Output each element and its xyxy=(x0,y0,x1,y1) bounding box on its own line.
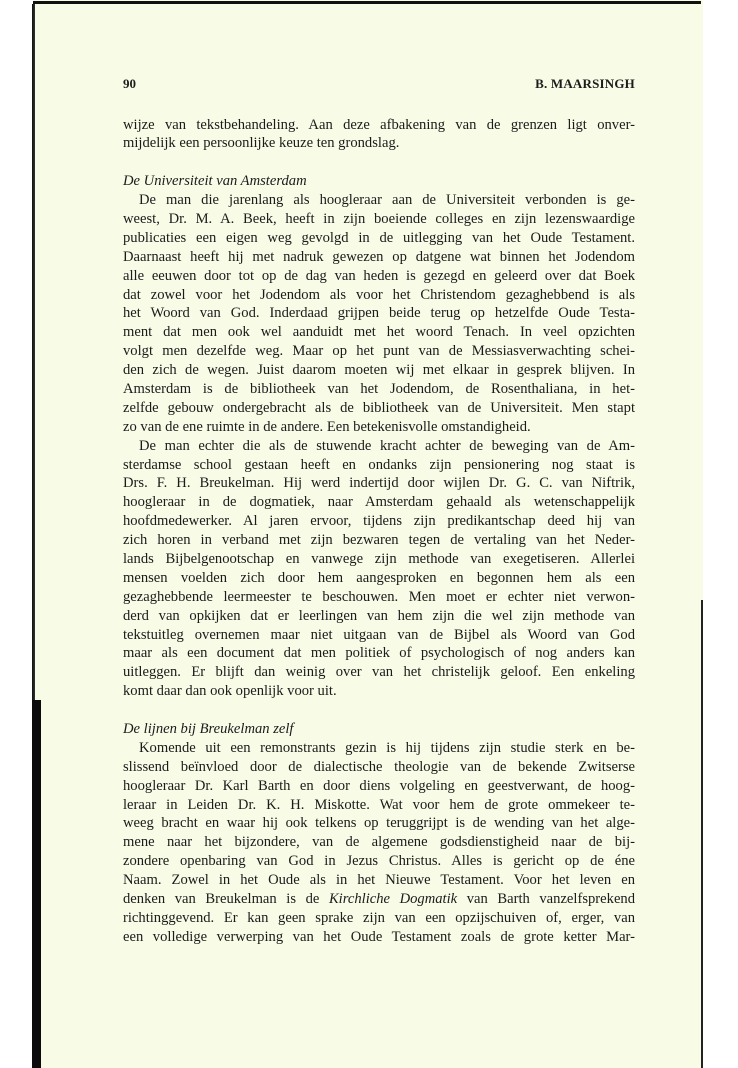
text-line: den zich de wegen. Juist daarom moeten wij met elkaar in gesprek blijven. In xyxy=(123,362,635,379)
text-line: mensen voelden zich door hem aangesproken en begonnen hem als een xyxy=(123,569,635,586)
scan-top-border xyxy=(33,1,701,4)
text-line: richtinggevend. Er kan geen sprake zijn van een opzijschuiven of, erger, van xyxy=(123,909,635,926)
text-line: mijdelijk een persoonlijke keuze ten grondslag. xyxy=(123,135,400,152)
text-line xyxy=(123,890,635,909)
text-line: sterdamse school gestaan heeft en ondanks zijn pensionering nog staat is xyxy=(123,456,635,473)
page-number: 90 xyxy=(123,76,136,91)
text-line: Naam. Zowel in het Oude als in het Nieuwe Testament. Voor het leven en xyxy=(123,872,635,889)
text-line: dat zowel voor het Jodendom als voor het Christendom gezaghebbend is als xyxy=(123,286,635,303)
text-line: mene naar het bijzondere, van de algemene godsdienstigheid naar de bij- xyxy=(123,834,635,851)
text-line: komt daar dan ook openlijk voor uit. xyxy=(123,683,337,700)
italic-title: Kirchliche Dogmatik xyxy=(328,891,458,908)
text-line: zelfde gebouw ondergebracht als de bibliotheek van de Universiteit. Men stapt xyxy=(123,399,635,416)
text-line: gezaghebbende leermeester te beschouwen. Men moet er echter niet verwon- xyxy=(123,588,635,605)
text-line: weest, Dr. M. A. Beek, heeft in zijn boeiende colleges en zijn lezenswaardige xyxy=(123,210,635,227)
text-line: zo van de ene ruimte in de andere. Een betekenisvolle omstandigheid. xyxy=(123,418,531,435)
section-heading: De lijnen bij Breukelman zelf xyxy=(123,721,294,737)
running-head-author: B. MAARSINGH xyxy=(535,76,635,91)
text-line: wijze van tekstbehandeling. Aan deze afbakening van de grenzen ligt onver- xyxy=(123,116,635,133)
scan-right-border xyxy=(701,600,703,1068)
text-line: hoogleraar Dr. Karl Barth en door diens volgeling en geestverwant, de hoog- xyxy=(123,777,635,794)
text-line: hoogleraar in de dogmatiek, naar Amsterdam gehaald als wetenschappelijk xyxy=(123,494,635,511)
text-line: Komende uit een remonstrants gezin is hij tijdens zijn studie sterk en be- xyxy=(139,739,635,756)
text-line: weeg bracht en waar hij ook telkens op teruggrijpt is de wending van het alge- xyxy=(123,815,635,832)
text-segment: denken van Breukelman is de xyxy=(123,891,329,908)
scan-left-shadow xyxy=(32,700,41,1068)
paragraph-spacer xyxy=(123,701,635,720)
text-line: volgt men dezelfde weg. Maar op het punt van de Messiasverwachting schei- xyxy=(123,343,635,360)
body-text xyxy=(123,116,635,947)
text-line: hoofdmedewerker. Al jaren ervoor, tijdens zijn predikantschap deed hij van xyxy=(123,513,635,530)
paragraph-spacer xyxy=(123,153,635,172)
text-line: leraar in Leiden Dr. K. H. Miskotte. Wat voor hem de grote ommekeer te- xyxy=(123,796,635,813)
text-segment: van Barth vanzelfsprekend xyxy=(457,891,636,908)
text-line: zondere openbaring van God in Jezus Christus. Alles is gericht op de éne xyxy=(123,853,635,870)
text-line: derd van opkijken dat er leerlingen van hem zijn die wel zijn methode van xyxy=(123,607,635,624)
text-line: Daarnaast heeft hij met nadruk gewezen op datgene wat binnen het Jodendom xyxy=(123,248,635,265)
text-line: alle eeuwen door tot op de dag van heden is gezegd en geleerd over dat Boek xyxy=(123,267,635,284)
text-line: slissend beïnvloed door de dialectische theologie van de bekende Zwitserse xyxy=(123,758,635,775)
text-line: De man die jarenlang als hoogleraar aan de Universiteit verbonden is ge- xyxy=(139,192,635,209)
text-line: het Woord van God. Inderdaad grijpen beide terug op hetzelfde Oude Testa- xyxy=(123,305,635,322)
text-line: Drs. F. H. Breukelman. Hij werd indertijd door wijlen Dr. G. C. van Niftrik, xyxy=(123,475,635,492)
text-line: maar als een document dat men politiek of psychologisch of nog anders kan xyxy=(123,645,635,662)
text-line: zich horen in verband met zijn bezwaren tegen de vertaling van het Neder- xyxy=(123,532,635,549)
text-line: ment dat men ook wel aanduidt met het woord Tenach. In veel opzichten xyxy=(123,324,635,341)
text-line: lands Bijbelgenootschap en vanwege zijn methode van exegetiseren. Allerlei xyxy=(123,550,635,567)
text-line: uitleggen. Er blijft dan weinig over van het christelijk geloof. Een enkeling xyxy=(123,664,635,681)
section-heading: De Universiteit van Amsterdam xyxy=(123,173,307,190)
text-line: publicaties een eigen weg gevolgd in de uitlegging van het Oude Testament. xyxy=(123,229,635,246)
text-line: De man echter die als de stuwende kracht achter de beweging van de Am- xyxy=(139,437,635,454)
text-line: een volledige verwerping van het Oude Testament zoals de grote ketter Mar- xyxy=(123,928,635,945)
text-line: Amsterdam is de bibliotheek van het Jodendom, de Rosenthaliana, in het- xyxy=(123,380,635,397)
text-line: tekstuitleg overnemen maar niet uitgaan van de Bijbel als Woord van God xyxy=(123,626,635,643)
running-header xyxy=(123,76,635,94)
